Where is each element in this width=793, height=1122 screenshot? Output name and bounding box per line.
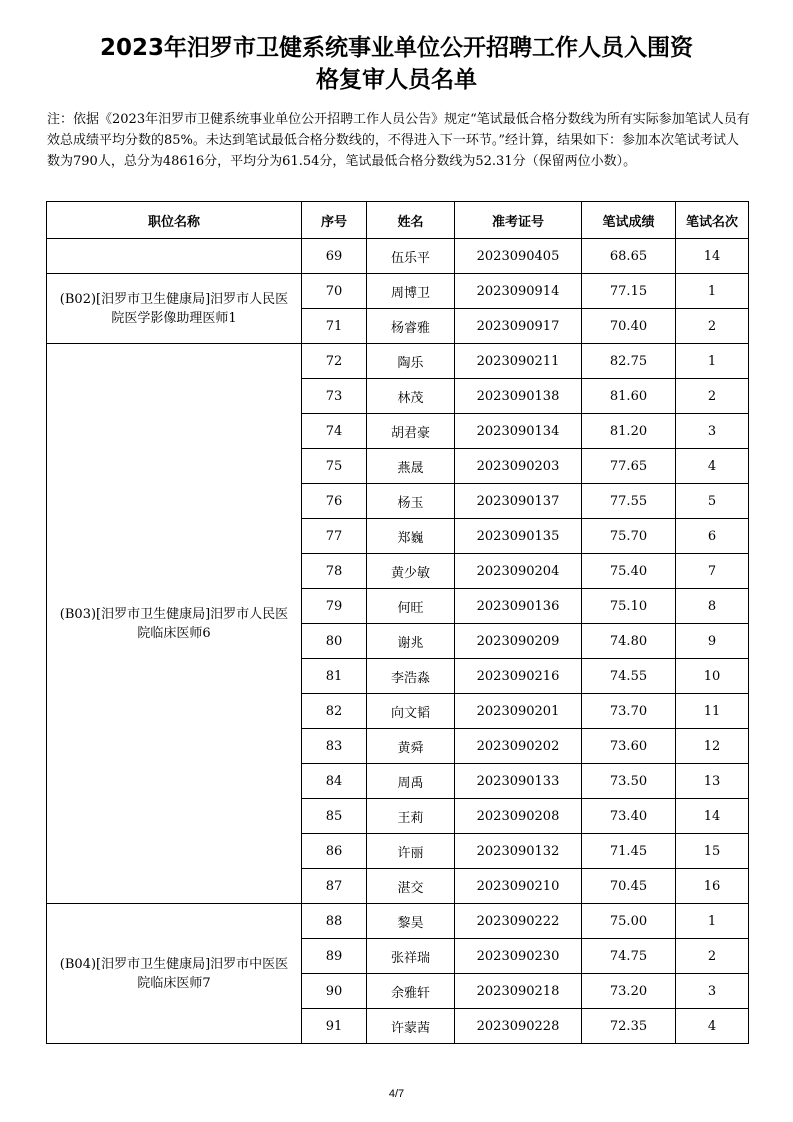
- cell-score: 77.65: [582, 449, 676, 484]
- cell-name: 黄少敏: [367, 554, 455, 589]
- cell-exam-no: 2023090137: [455, 484, 582, 519]
- cell-seq: 85: [302, 799, 367, 834]
- cell-exam-no: 2023090211: [455, 344, 582, 379]
- cell-name: 王莉: [367, 799, 455, 834]
- cell-score: 77.15: [582, 274, 676, 309]
- cell-rank: 2: [676, 309, 749, 344]
- cell-score: 75.40: [582, 554, 676, 589]
- cell-rank: 16: [676, 869, 749, 904]
- cell-seq: 78: [302, 554, 367, 589]
- cell-rank: 14: [676, 239, 749, 274]
- cell-seq: 80: [302, 624, 367, 659]
- table-body: [47, 239, 749, 1044]
- cell-rank: 8: [676, 589, 749, 624]
- cell-rank: 10: [676, 659, 749, 694]
- cell-name: 周禹: [367, 764, 455, 799]
- cell-name: 谢兆: [367, 624, 455, 659]
- cell-name: 何旺: [367, 589, 455, 624]
- cell-name: 燕晟: [367, 449, 455, 484]
- cell-exam-no: 2023090132: [455, 834, 582, 869]
- table-row: [47, 344, 749, 379]
- cell-name: 陶乐: [367, 344, 455, 379]
- candidate-table: [46, 201, 749, 1044]
- cell-rank: 1: [676, 274, 749, 309]
- cell-exam-no: 2023090228: [455, 1009, 582, 1044]
- cell-score: 73.20: [582, 974, 676, 1009]
- cell-seq: 86: [302, 834, 367, 869]
- cell-position: (B03)[汨罗市卫生健康局]汨罗市人民医院临床医师6: [47, 344, 302, 904]
- cell-name: 余雅轩: [367, 974, 455, 1009]
- cell-position: (B02)[汨罗市卫生健康局]汨罗市人民医院医学影像助理医师1: [47, 274, 302, 344]
- cell-name: 向文韬: [367, 694, 455, 729]
- cell-rank: 14: [676, 799, 749, 834]
- cell-score: 75.10: [582, 589, 676, 624]
- cell-exam-no: 2023090914: [455, 274, 582, 309]
- cell-exam-no: 2023090201: [455, 694, 582, 729]
- cell-exam-no: 2023090204: [455, 554, 582, 589]
- cell-exam-no: 2023090917: [455, 309, 582, 344]
- cell-rank: 9: [676, 624, 749, 659]
- cell-score: 73.70: [582, 694, 676, 729]
- cell-exam-no: 2023090218: [455, 974, 582, 1009]
- cell-name: 杨玉: [367, 484, 455, 519]
- cell-rank: 6: [676, 519, 749, 554]
- cell-exam-no: 2023090405: [455, 239, 582, 274]
- cell-exam-no: 2023090133: [455, 764, 582, 799]
- cell-exam-no: 2023090202: [455, 729, 582, 764]
- cell-name: 伍乐平: [367, 239, 455, 274]
- cell-seq: 84: [302, 764, 367, 799]
- table-header-row: [47, 202, 749, 239]
- cell-seq: 75: [302, 449, 367, 484]
- cell-seq: 91: [302, 1009, 367, 1044]
- cell-exam-no: 2023090138: [455, 379, 582, 414]
- cell-exam-no: 2023090230: [455, 939, 582, 974]
- cell-exam-no: 2023090209: [455, 624, 582, 659]
- cell-score: 71.45: [582, 834, 676, 869]
- cell-seq: 87: [302, 869, 367, 904]
- table-row: [47, 904, 749, 939]
- cell-seq: 77: [302, 519, 367, 554]
- cell-rank: 3: [676, 414, 749, 449]
- header-seq: 序号: [302, 202, 367, 239]
- cell-seq: 76: [302, 484, 367, 519]
- cell-name: 黎昊: [367, 904, 455, 939]
- cell-name: 黄舜: [367, 729, 455, 764]
- cell-seq: 70: [302, 274, 367, 309]
- cell-rank: 1: [676, 904, 749, 939]
- cell-exam-no: 2023090210: [455, 869, 582, 904]
- cell-seq: 89: [302, 939, 367, 974]
- cell-rank: 11: [676, 694, 749, 729]
- cell-score: 81.20: [582, 414, 676, 449]
- cell-rank: 3: [676, 974, 749, 1009]
- cell-seq: 71: [302, 309, 367, 344]
- cell-rank: 4: [676, 449, 749, 484]
- cell-name: 郑巍: [367, 519, 455, 554]
- header-score: 笔试成绩: [582, 202, 676, 239]
- cell-name: 杨睿雅: [367, 309, 455, 344]
- cell-rank: 2: [676, 379, 749, 414]
- cell-score: 75.70: [582, 519, 676, 554]
- header-rank: 笔试名次: [676, 202, 749, 239]
- cell-name: 湛交: [367, 869, 455, 904]
- cell-score: 74.75: [582, 939, 676, 974]
- cell-name: 林茂: [367, 379, 455, 414]
- cell-name: 李浩淼: [367, 659, 455, 694]
- header-position: 职位名称: [47, 202, 302, 239]
- cell-seq: 88: [302, 904, 367, 939]
- cell-name: 周博卫: [367, 274, 455, 309]
- header-exam-no: 准考证号: [455, 202, 582, 239]
- cell-score: 73.40: [582, 799, 676, 834]
- cell-rank: 7: [676, 554, 749, 589]
- cell-rank: 13: [676, 764, 749, 799]
- table-row: [47, 274, 749, 309]
- cell-name: 胡君豪: [367, 414, 455, 449]
- cell-exam-no: 2023090216: [455, 659, 582, 694]
- cell-score: 73.60: [582, 729, 676, 764]
- cell-score: 68.65: [582, 239, 676, 274]
- cell-score: 73.50: [582, 764, 676, 799]
- cell-score: 74.55: [582, 659, 676, 694]
- cell-rank: 4: [676, 1009, 749, 1044]
- cell-name: 许蒙茜: [367, 1009, 455, 1044]
- cell-seq: 79: [302, 589, 367, 624]
- cell-seq: 90: [302, 974, 367, 1009]
- cell-seq: 74: [302, 414, 367, 449]
- cell-score: 82.75: [582, 344, 676, 379]
- cell-seq: 81: [302, 659, 367, 694]
- page-title-line-1: 2023年汨罗市卫健系统事业单位公开招聘工作人员入围资: [99, 35, 693, 61]
- cell-rank: 15: [676, 834, 749, 869]
- cell-score: 77.55: [582, 484, 676, 519]
- cell-seq: 83: [302, 729, 367, 764]
- page-title-line-2: 格复审人员名单: [316, 67, 477, 93]
- cell-seq: 82: [302, 694, 367, 729]
- table-row: [47, 239, 749, 274]
- cell-exam-no: 2023090222: [455, 904, 582, 939]
- page-number: 4/7: [388, 1088, 405, 1100]
- header-name: 姓名: [367, 202, 455, 239]
- cell-name: 许丽: [367, 834, 455, 869]
- cell-score: 72.35: [582, 1009, 676, 1044]
- cell-rank: 5: [676, 484, 749, 519]
- cell-score: 81.60: [582, 379, 676, 414]
- cell-score: 70.45: [582, 869, 676, 904]
- cell-rank: 2: [676, 939, 749, 974]
- page-title: [0, 32, 793, 96]
- cell-exam-no: 2023090136: [455, 589, 582, 624]
- cell-rank: 12: [676, 729, 749, 764]
- cell-score: 70.40: [582, 309, 676, 344]
- cell-score: 75.00: [582, 904, 676, 939]
- cell-score: 74.80: [582, 624, 676, 659]
- cell-exam-no: 2023090134: [455, 414, 582, 449]
- cell-exam-no: 2023090203: [455, 449, 582, 484]
- cell-seq: 69: [302, 239, 367, 274]
- cell-name: 张祥瑞: [367, 939, 455, 974]
- cell-exam-no: 2023090135: [455, 519, 582, 554]
- cell-position: (B04)[汨罗市卫生健康局]汨罗市中医医院临床医师7: [47, 904, 302, 1044]
- cell-exam-no: 2023090208: [455, 799, 582, 834]
- cell-seq: 72: [302, 344, 367, 379]
- cell-rank: 1: [676, 344, 749, 379]
- note-paragraph: 注：依据《2023年汨罗市卫健系统事业单位公开招聘工作人员公告》规定“笔试最低合格分数线为所有实际参加笔试人员有效总成绩平均分数的85%。未达到笔试最低合格分数线的，不得进入下一环节。”经计算，结果如下：参加本次笔试考试人数为790人，总分为48616分，平均分为61.54分，笔试最低合格分数线为52.31分（保留两位小数）。: [47, 112, 750, 169]
- cell-seq: 73: [302, 379, 367, 414]
- cell-position: [47, 239, 302, 274]
